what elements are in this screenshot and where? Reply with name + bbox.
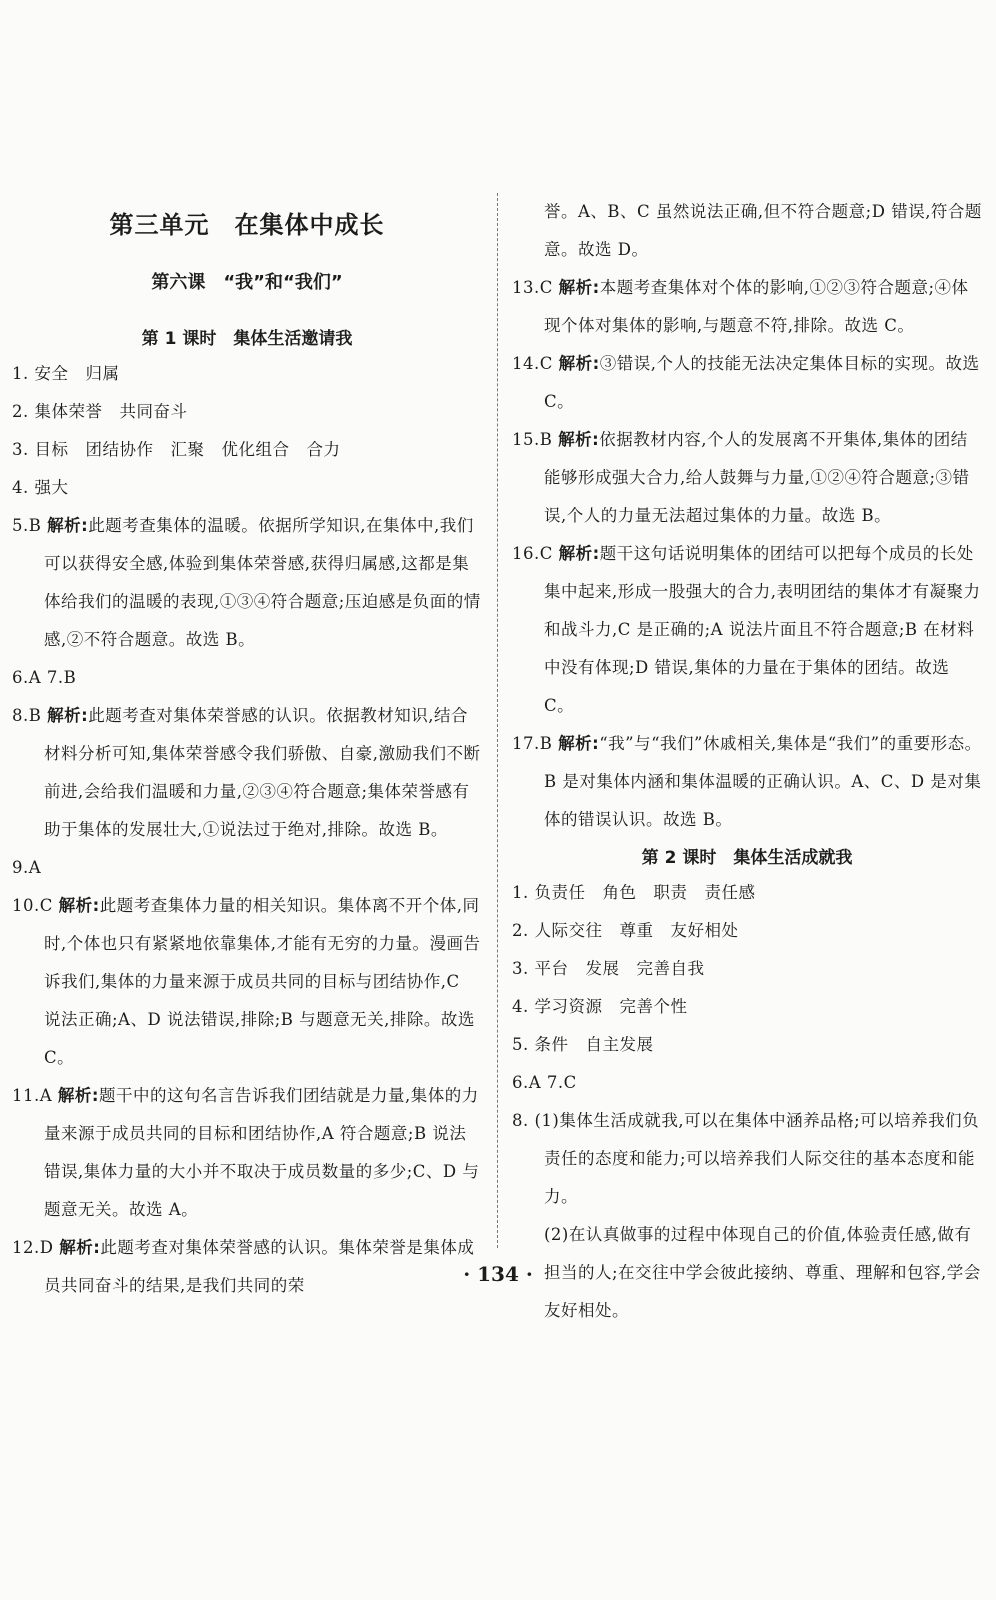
analysis-label: 解析: bbox=[558, 430, 600, 449]
answer-text: ③错误,个人的技能无法决定集体目标的实现。故选 C。 bbox=[544, 354, 980, 411]
answer-text: 条件 自主发展 bbox=[534, 1035, 654, 1054]
answer-item bbox=[12, 659, 482, 697]
answer-number: 12.D bbox=[12, 1238, 54, 1257]
analysis-label: 解析: bbox=[558, 734, 600, 753]
answer-number: 4. bbox=[12, 478, 29, 497]
answer-number: 14.C bbox=[512, 354, 553, 373]
answer-text: 本题考查集体对个体的影响,①②③符合题意;④体现个体对集体的影响,与题意不符,排除。故选 C。 bbox=[544, 278, 969, 335]
answer-number: 6.A bbox=[512, 1073, 542, 1092]
answer-item bbox=[12, 431, 482, 469]
answer-item bbox=[12, 849, 482, 887]
answer-text: 此题考查集体力量的相关知识。集体离不开个体,同时,个体也只有紧紧地依靠集体,才能有无穷的力量。漫画告诉我们,集体的力量来源于成员共同的目标与团结协作,C 说法正确;A、D 说法错误,排除;B 与题意无关,排除。故选 C。 bbox=[44, 896, 481, 1067]
answer-text: 目标 团结协作 汇聚 优化组合 合力 bbox=[34, 440, 341, 459]
period-title-1: 第 1 课时 集体生活邀请我 bbox=[141, 329, 353, 349]
continued-text: 誉。A、B、C 虽然说法正确,但不符合题意;D 错误,符合题意。故选 D。 bbox=[544, 202, 982, 259]
answer-item bbox=[512, 1102, 982, 1216]
answer-number: 5.B bbox=[12, 516, 42, 535]
answer-item bbox=[512, 421, 982, 535]
answer-number: 9.A bbox=[12, 858, 42, 877]
answer-item bbox=[12, 1077, 482, 1229]
answer-text: 强大 bbox=[34, 478, 69, 497]
analysis-label: 解析: bbox=[558, 278, 600, 297]
answer-text: (1)集体生活成就我,可以在集体中涵养品格;可以培养我们负责任的态度和能力;可以培养我们人际交往的基本态度和能力。 bbox=[534, 1111, 980, 1206]
answer-item bbox=[12, 507, 482, 659]
answer-text: 安全 归属 bbox=[34, 364, 120, 383]
answer-text: 题干中的这句名言告诉我们团结就是力量,集体的力量来源于成员共同的目标和团结协作,A 符合题意;B 说法错误,集体力量的大小并不取决于成员数量的多少;C、D 与题意无关。故选 A。 bbox=[44, 1086, 480, 1219]
answer-text: 集体荣誉 共同奋斗 bbox=[34, 402, 188, 421]
left-column bbox=[12, 195, 482, 1305]
analysis-label: 解析: bbox=[558, 354, 600, 373]
answer-item bbox=[12, 697, 482, 849]
answer-text: 此题考查对集体荣誉感的认识。依据教材知识,结合材料分析可知,集体荣誉感令我们骄傲、自豪,激励我们不断前进,会给我们温暖和力量,②③④符合题意;集体荣誉感有助于集体的发展壮大,①说法过于绝对,排除。故选 B。 bbox=[44, 706, 481, 839]
analysis-label: 解析: bbox=[47, 516, 89, 535]
answer-item bbox=[12, 393, 482, 431]
answer-text: 平台 发展 完善自我 bbox=[534, 959, 705, 978]
analysis-label: 解析: bbox=[47, 706, 89, 725]
answer-number: 1. bbox=[512, 883, 529, 902]
answer-number: 1. bbox=[12, 364, 29, 383]
lesson-title: 第六课 “我”和“我们” bbox=[151, 272, 343, 293]
answer-number: 10.C bbox=[12, 896, 53, 915]
answer-text: 依据教材内容,个人的发展离不开集体,集体的团结能够形成强大合力,给人鼓舞与力量,①②④符合题意;③错误,个人的力量无法超过集体的力量。故选 B。 bbox=[544, 430, 970, 525]
answer-text: 学习资源 完善个性 bbox=[534, 997, 688, 1016]
answer-8-part-2: (2)在认真做事的过程中体现自己的价值,体验责任感,做有担当的人;在交往中学会彼此接纳、尊重、理解和包容,学会友好相处。 bbox=[544, 1225, 981, 1320]
answer-item bbox=[12, 469, 482, 507]
answer-text: 此题考查集体的温暖。依据所学知识,在集体中,我们可以获得安全感,体验到集体荣誉感,获得归属感,这都是集体给我们的温暖的表现,①③④符合题意;压迫感是负面的情感,②不符合题意。故选 B。 bbox=[44, 516, 481, 649]
answer-item bbox=[512, 950, 982, 988]
answer-item bbox=[512, 912, 982, 950]
answer-number: 11.A bbox=[12, 1086, 53, 1105]
answer-item bbox=[512, 874, 982, 912]
answer-number: 13.C bbox=[512, 278, 553, 297]
answer-item bbox=[512, 535, 982, 725]
answer-item bbox=[512, 345, 982, 421]
answer-number: 15.B bbox=[512, 430, 553, 449]
answer-number: 8. bbox=[512, 1111, 529, 1130]
answer-item bbox=[512, 269, 982, 345]
answer-text: 此题考查对集体荣誉感的认识。集体荣誉是集体成员共同奋斗的结果,是我们共同的荣 bbox=[44, 1238, 475, 1295]
answer-item bbox=[12, 355, 482, 393]
answer-number: 3. bbox=[12, 440, 29, 459]
answer-number: 4. bbox=[512, 997, 529, 1016]
answer-text: 负责任 角色 职责 责任感 bbox=[534, 883, 756, 902]
answer-text: 7.C bbox=[546, 1073, 577, 1092]
watermark-logo bbox=[816, 1460, 976, 1560]
answer-text: 题干这句话说明集体的团结可以把每个成员的长处集中起来,形成一股强大的合力,表明团结的集体才有凝聚力和战斗力,C 是正确的;A 说法片面且不符合题意;B 在材料中没有体现;D 错误,集体的力量在于集体的团结。故选 C。 bbox=[544, 544, 981, 715]
unit-title: 第三单元 在集体中成长 bbox=[109, 211, 385, 239]
column-divider bbox=[497, 193, 498, 1248]
answer-number: 2. bbox=[12, 402, 29, 421]
answer-item bbox=[512, 1026, 982, 1064]
period-title-2: 第 2 课时 集体生活成就我 bbox=[641, 848, 853, 868]
answer-number: 8.B bbox=[12, 706, 42, 725]
answer-text: 人际交往 尊重 友好相处 bbox=[534, 921, 739, 940]
answer-item bbox=[12, 887, 482, 1077]
analysis-label: 解析: bbox=[558, 544, 600, 563]
answer-text: 7.B bbox=[46, 668, 77, 687]
answer-item bbox=[512, 988, 982, 1026]
answer-list-left bbox=[12, 355, 482, 1305]
answer-number: 5. bbox=[512, 1035, 529, 1054]
answer-number: 2. bbox=[512, 921, 529, 940]
answer-list-right bbox=[512, 269, 982, 839]
answer-number: 3. bbox=[512, 959, 529, 978]
answer-text: “我”与“我们”休戚相关,集体是“我们”的重要形态。B 是对集体内涵和集体温暖的正确认识。A、C、D 是对集体的错误认识。故选 B。 bbox=[544, 734, 982, 829]
answer-number: 16.C bbox=[512, 544, 553, 563]
page-number: · 134 · bbox=[463, 1262, 533, 1286]
answer-list-right-2 bbox=[512, 874, 982, 1216]
analysis-label: 解析: bbox=[58, 896, 100, 915]
analysis-label: 解析: bbox=[59, 1238, 101, 1257]
answer-number: 6.A bbox=[12, 668, 42, 687]
answer-item bbox=[512, 725, 982, 839]
answer-number: 17.B bbox=[512, 734, 553, 753]
analysis-label: 解析: bbox=[57, 1086, 100, 1105]
answer-item bbox=[512, 1064, 982, 1102]
right-column bbox=[512, 193, 982, 1330]
